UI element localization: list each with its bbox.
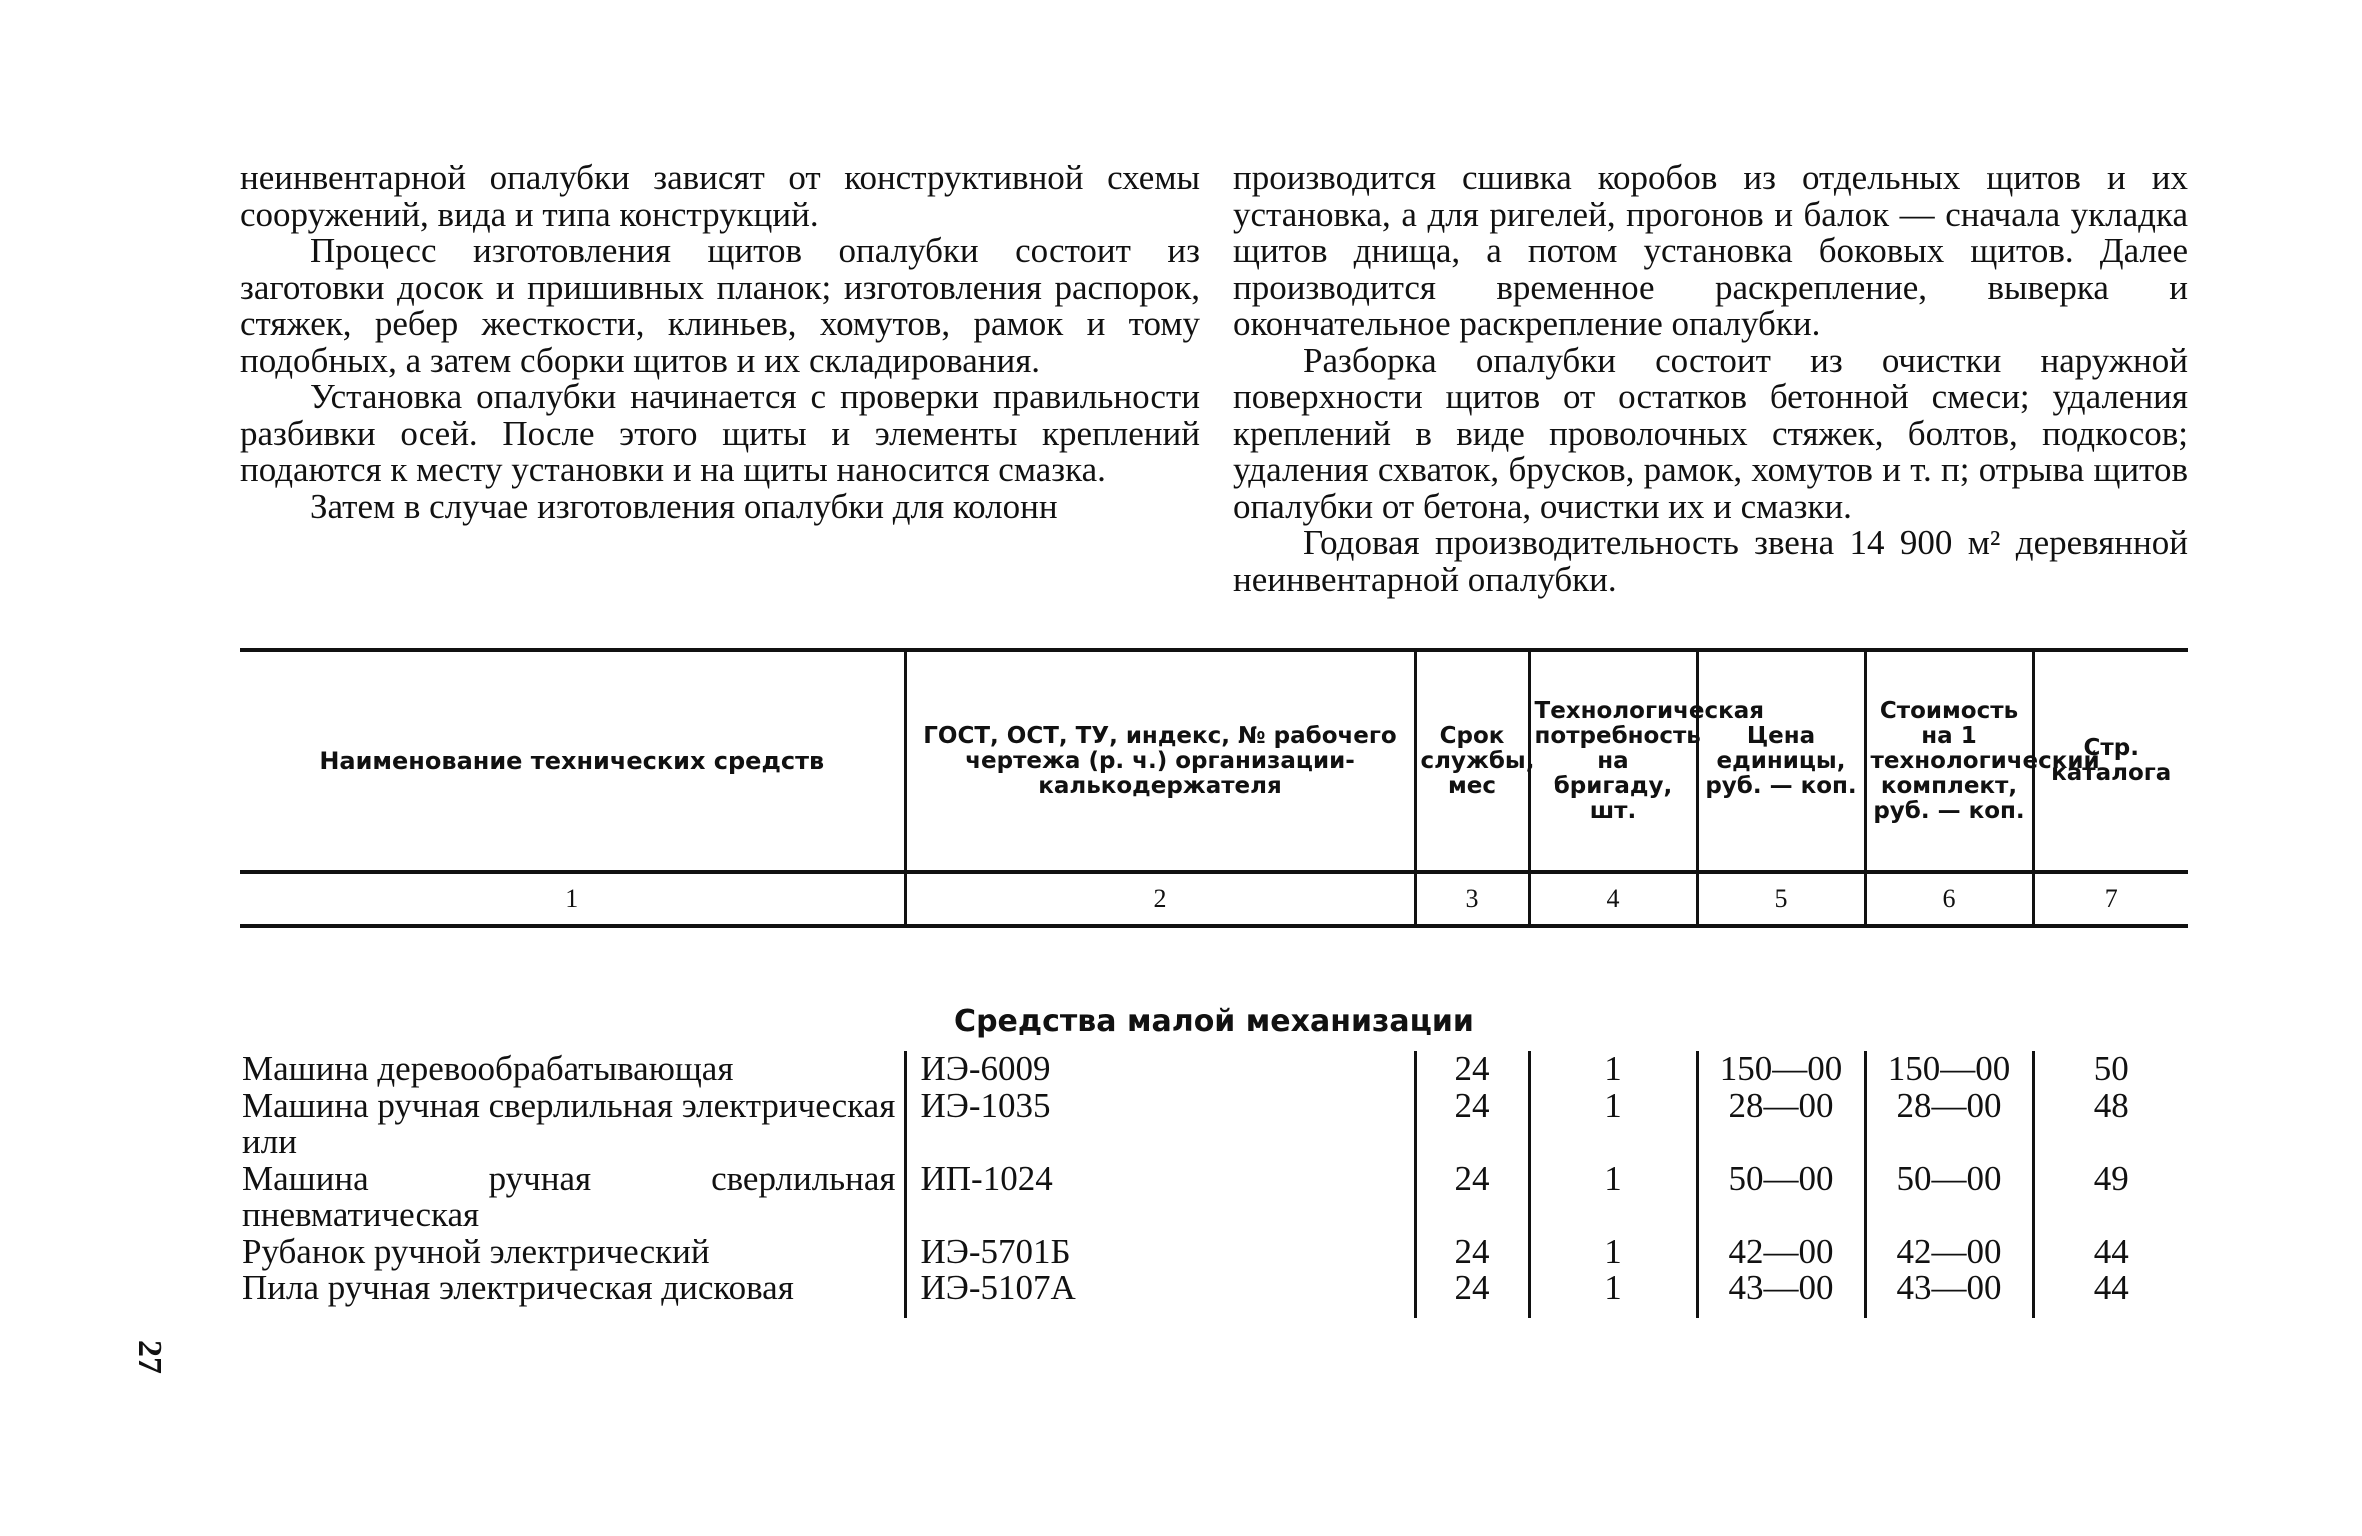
paragraph: неинвентарной опалубки зависят от конструктивной схемы сооружений, вида и типа конструкций. [240,158,1200,234]
equipment-table [240,648,2188,1318]
text-column-right [1233,160,2188,598]
cell-name: Пила ручная электрическая дисковая [242,1268,794,1307]
cell-page: 50 [2033,1051,2188,1088]
cell-term: 24 [1415,1234,1529,1271]
cell-price [1697,1124,1865,1161]
cell-page: 49 [2033,1161,2188,1234]
table-row [240,1051,2188,1088]
paragraph: Разборка опалубки состоит из очистки наружной поверхности щитов от остатков бетонной смеси; удаления креплений в виде проволочных стяжек, болтов, подкосов; удаления схваток, брусков, рамок, хомутов и т. п; отрыва щитов опалубки от бетона, очистки их и смазки. [1233,340,2188,526]
cell-need: 1 [1529,1051,1697,1088]
column-number: 1 [240,872,905,926]
header-catalog-page: Стр. каталога [2033,650,2188,872]
header-need: Технологическая потребность на бригаду, шт. [1529,650,1697,872]
column-number: 7 [2033,872,2188,926]
cell-term: 24 [1415,1051,1529,1088]
cell-cost: 50—00 [1865,1161,2033,1234]
cell-term: 24 [1415,1270,1529,1318]
cell-page [2033,1124,2188,1161]
cell-code: ИЭ-1035 [905,1088,1415,1125]
cell-price: 43—00 [1697,1270,1865,1318]
cell-cost: 42—00 [1865,1234,2033,1271]
table-row [240,1270,2188,1318]
section-title: Средства малой механизации [954,1004,1474,1039]
page-number: 27 [131,1340,168,1374]
cell-name: Машина деревообрабатывающая [242,1049,734,1088]
cell-page: 48 [2033,1088,2188,1125]
cell-need [1529,1124,1697,1161]
column-number: 4 [1529,872,1697,926]
cell-code [905,1124,1415,1161]
header-name: Наименование технических средств [240,650,905,872]
table-header-row [240,650,2188,872]
column-number: 5 [1697,872,1865,926]
cell-code: ИЭ-5701Б [905,1234,1415,1271]
cell-price: 50—00 [1697,1161,1865,1234]
column-number-row [240,872,2188,926]
paragraph: Установка опалубки начинается с проверки правильности разбивки осей. После этого щиты и элементы креплений подаются к месту установки и на щиты наносится смазка. [240,377,1200,489]
header-unit-price: Цена единицы, руб. — коп. [1697,650,1865,872]
cell-term [1415,1124,1529,1161]
cell-name: Машина ручная сверлильная электрическая [242,1085,896,1125]
paragraph: Процесс изготовления щитов опалубки состоит из заготовки досок и пришивных планок; изготовления распорок, стяжек, ребер жесткости, клиньев, хомутов, рамок и тому подобных, а затем сборки щитов и их складирования. [240,231,1200,380]
cell-price: 28—00 [1697,1088,1865,1125]
text-column-left [240,160,1200,525]
cell-cost: 28—00 [1865,1088,2033,1125]
table-row [240,1088,2188,1125]
cell-name: Машина ручная сверлильная пневматическая [242,1158,896,1234]
column-number: 2 [905,872,1415,926]
cell-page: 44 [2033,1270,2188,1318]
cell-need: 1 [1529,1270,1697,1318]
cell-code: ИЭ-6009 [905,1051,1415,1088]
cell-code: ИЭ-5107А [905,1270,1415,1318]
header-service-life: Срок службы, мес [1415,650,1529,872]
cell-name: Рубанок ручной электрический [242,1231,710,1271]
cell-price: 150—00 [1697,1051,1865,1088]
paragraph: Годовая производительность звена 14 900 м² деревянной неинвентарной опалубки. [1233,523,2188,599]
cell-need: 1 [1529,1088,1697,1125]
cell-page: 44 [2033,1234,2188,1271]
table-row [240,1161,2188,1234]
cell-code: ИП-1024 [905,1161,1415,1234]
cell-cost: 150—00 [1865,1051,2033,1088]
cell-term: 24 [1415,1088,1529,1125]
cell-price: 42—00 [1697,1234,1865,1271]
column-number: 6 [1865,872,2033,926]
cell-need: 1 [1529,1234,1697,1271]
table-row [240,1124,2188,1161]
header-standard: ГОСТ, ОСТ, ТУ, индекс, № рабочего чертежа (р. ч.) организации-калькодержателя [905,650,1415,872]
cell-term: 24 [1415,1161,1529,1234]
paragraph: Затем в случае изготовления опалубки для колонн [310,486,1058,526]
column-number: 3 [1415,872,1529,926]
cell-name: или [242,1122,297,1161]
cell-need: 1 [1529,1161,1697,1234]
cell-cost [1865,1124,2033,1161]
paragraph: производится сшивка коробов из отдельных щитов и их установка, а для ригелей, прогонов и балок — сначала укладка щитов днища, а потом установка боковых щитов. Далее производится временное раскрепление, выверка и окончательное раскрепление опалубки. [1233,158,2188,343]
section-row [240,926,2188,1051]
header-set-cost: Стоимость на 1 технологический комплект, руб. — коп. [1865,650,2033,872]
table-row [240,1234,2188,1271]
cell-cost: 43—00 [1865,1270,2033,1318]
